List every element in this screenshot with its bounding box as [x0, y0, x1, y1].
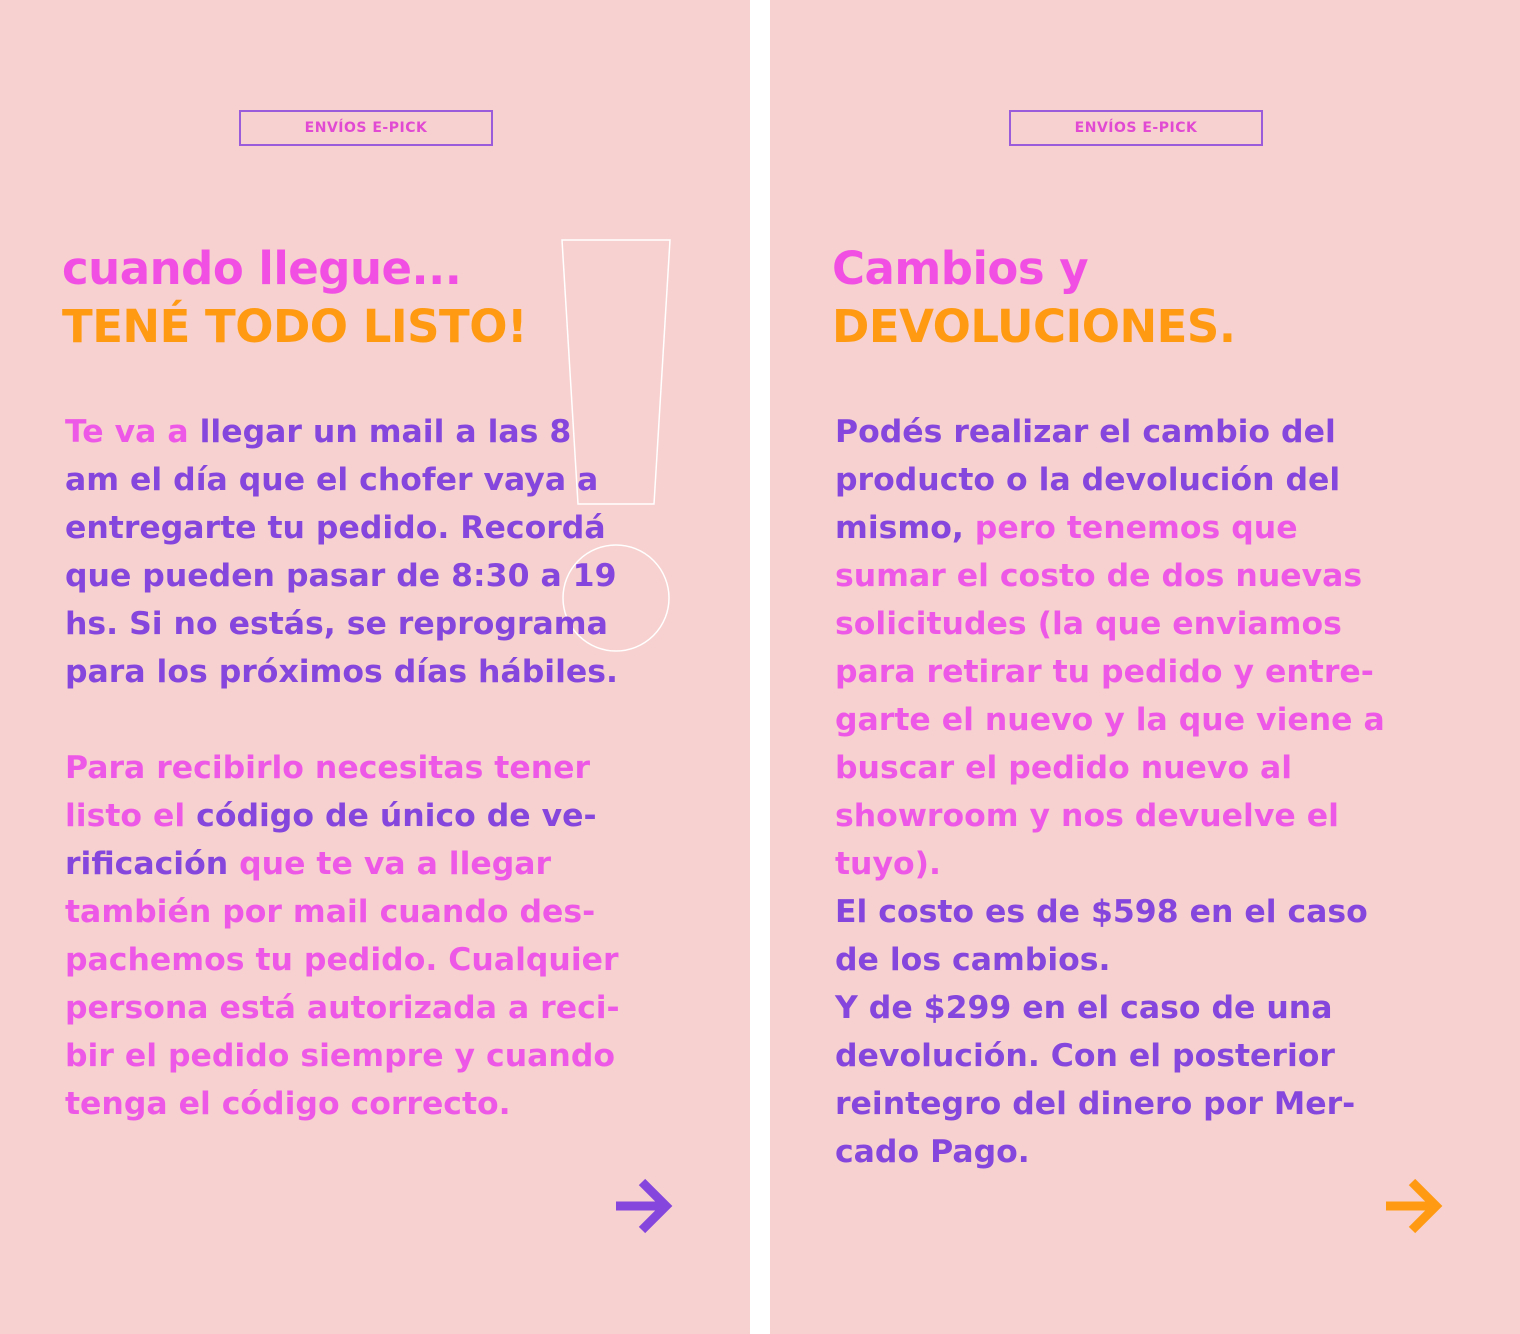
heading-left	[62, 240, 527, 356]
text-segment: código de único de ve- rificación	[65, 798, 597, 882]
heading-right	[832, 240, 1235, 356]
paragraph-delivery-mail	[65, 408, 675, 696]
text-segment: llegar un mail a las 8 am el día que el chofer vaya a entregarte tu pedido. Recordá que pueden pasar de 8:30 a 19 hs. Si no estás, se reprograma para los próximos días hábiles.	[65, 414, 618, 690]
tag-envios-left: ENVÍOS E-PICK	[239, 110, 493, 146]
paragraph-exchanges-returns	[835, 408, 1455, 1176]
arrow-right-icon[interactable]	[1384, 1176, 1444, 1236]
heading-left-line1: cuando llegue...	[62, 242, 462, 295]
text-segment: El costo es de $598 en el caso de los cambios. Y de $299 en el caso de una devolución. Con el posterior reintegro del dinero por Mer- cado Pago.	[835, 894, 1368, 1170]
heading-right-line2: DEVOLUCIONES.	[832, 300, 1236, 353]
panel-right	[770, 0, 1520, 1334]
text-segment: Te va a	[65, 414, 200, 450]
heading-right-line1: Cambios y	[832, 242, 1089, 295]
tag-envios-right: ENVÍOS E-PICK	[1009, 110, 1263, 146]
panel-left	[0, 0, 750, 1334]
text-segment: Para recibirlo necesitas tener listo el	[65, 750, 591, 834]
text-segment: que te va a llegar también por mail cuando des- pachemos tu pedido. Cualquier persona está autorizada a reci- bir el pedido siempre y cuando tenga el código correcto.	[65, 846, 620, 1122]
heading-left-line2: TENÉ TODO LISTO!	[62, 300, 528, 353]
paragraph-verification-code	[65, 744, 675, 1128]
arrow-right-icon[interactable]	[614, 1176, 674, 1236]
text-segment: pero tenemos que sumar el costo de dos nuevas solicitudes (la que enviamos para retirar tu pedido y entre- garte el nuevo y la que viene a buscar el pedido nuevo al showroom y nos devuelve el tuyo).	[835, 510, 1385, 882]
text-segment: Podés realizar el cambio del producto o la devolución del mismo,	[835, 414, 1341, 546]
